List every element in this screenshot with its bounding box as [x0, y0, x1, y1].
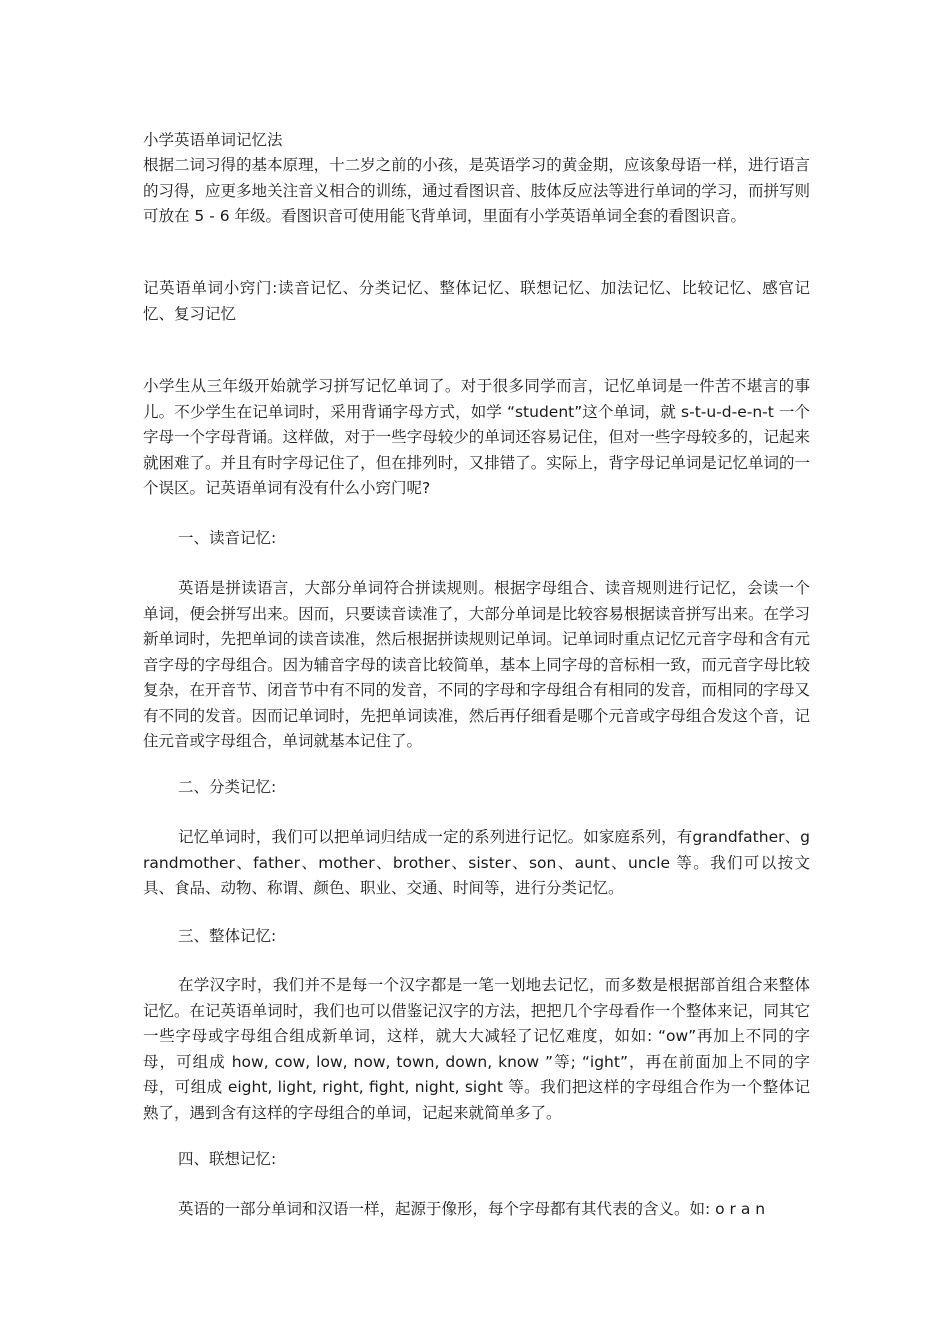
section-heading-1: 一、读音记忆: [178, 529, 277, 547]
section-heading-2: 二、分类记忆: [178, 778, 277, 796]
section-heading-4: 四、联想记忆: [178, 1150, 277, 1168]
section-heading-3: 三、整体记忆: [178, 927, 277, 945]
paragraph-1: 小学生从三年级开始就学习拼写记忆单词了。对于很多同学而言，记忆单词是一件苦不堪言的事儿。不少学生在记单词时，采用背诵字母方式，如学 “student”这个单词，就 s-t-u-d-e-n-t 一个字母一个字母背诵。这样做，对于一些字母较少的单词还容易记住，但对一些字母较多的，记起来就困难了。并且有时字母记住了，但在排列时，又排错了。实际上，背字母记单词是记忆单词的一个误区。记英语单词有没有什么小窍门呢? [143, 377, 810, 497]
section-paragraph-1: 英语是拼读语言，大部分单词符合拼读规则。根据字母组合、读音规则进行记忆，会读一个单词，便会拼写出来。因而，只要读音读准了，大部分单词是比较容易根据读音拼写出来。在学习新单词时，先把单词的读音读准，然后根据拼读规则记单词。记单词时重点记忆元音字母和含有元音字母的字母组合。因为辅音字母的读音比较简单，基本上同字母的音标相一致，而元音字母比较复杂，在开音节、闭音节中有不同的发音，不同的字母和字母组合有相同的发音，而相同的字母又有不同的发音。因而记单词时，先把单词读准，然后再仔细看是哪个元音或字母组合发这个音，记住元音或字母组合，单词就基本记住了。 [143, 579, 810, 750]
doc-title: 小学英语单词记忆法 [143, 131, 283, 149]
intro-paragraph: 根据二词习得的基本原理，十二岁之前的小孩，是英语学习的黄金期，应该象母语一样，进行语言的习得，应更多地关注音义相合的训练，通过看图识音、肢体反应法等进行单词的学习，而拼写则可放在 5 - 6 年级。看图识音可使用能飞背单词，里面有小学英语单词全套的看图识音。 [143, 156, 810, 225]
section-paragraph-4: 英语的一部分单词和汉语一样，起源于像形，每个字母都有其代表的含义。如: o r a n [178, 1200, 766, 1218]
tips-paragraph: 记英语单词小窍门:读音记忆、分类记忆、整体记忆、联想记忆、加法记忆、比较记忆、感官记忆、复习记忆 [143, 279, 810, 323]
section-paragraph-2: 记忆单词时，我们可以把单词归结成一定的系列进行记忆。如家庭系列，有grandfather、grandmother、father、mother、brother、sister、son、aunt、uncle 等。我们可以按文具、食品、动物、称谓、颜色、职业、交通、时间等，进行分类记忆。 [143, 828, 810, 897]
section-paragraph-3: 在学汉字时，我们并不是每一个汉字都是一笔一划地去记忆，而多数是根据部首组合来整体记忆。在记英语单词时，我们也可以借鉴记汉字的方法，把把几个字母看作一个整体来记，同其它一些字母或字母组合组成新单词，这样，就大大减轻了记忆难度，如如: “ow”再加上不同的字母，可组成 how, cow, low, now, town, down, know ”等; “ight”，再在前面加上不同的字母，可组成 eight, light, right, fight, night, sight 等。我们把这样的字母组合作为一个整体记熟了，遇到含有这样的字母组合的单词，记起来就简单多了。 [143, 976, 810, 1122]
